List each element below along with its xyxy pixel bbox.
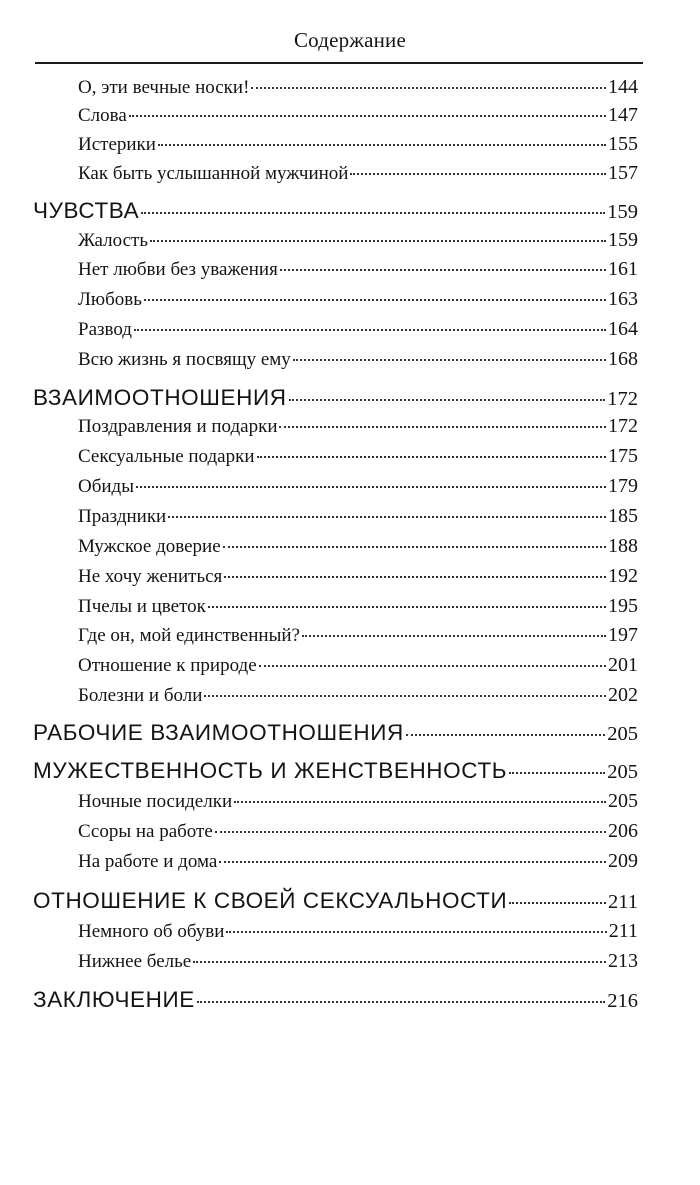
toc-entry-title: Мужское доверие [78, 536, 221, 557]
toc-entry-title: Любовь [78, 289, 142, 310]
dot-leader [134, 329, 606, 331]
toc-page-number: 205 [607, 761, 638, 783]
dot-leader [509, 902, 606, 904]
toc-entry-row [78, 920, 638, 943]
toc-entry-title: Всю жизнь я посвящу ему [78, 349, 291, 370]
toc-section-title: РАБОЧИЕ ВЗАИМООТНОШЕНИЯ [33, 720, 404, 745]
toc-entry-title: Как быть услышанной мужчиной [78, 163, 349, 184]
dot-leader [208, 606, 606, 608]
dot-leader [204, 695, 606, 697]
toc-entry-row [78, 162, 638, 185]
toc-page-number: 155 [608, 133, 638, 155]
toc-section-title: МУЖЕСТВЕННОСТЬ И ЖЕНСТВЕННОСТЬ [33, 758, 508, 783]
toc-entry-title: На работе и дома [78, 851, 218, 872]
toc-entry-row [78, 565, 638, 588]
dot-leader [150, 240, 606, 242]
toc-page-number: 163 [608, 288, 638, 310]
toc-entry-row [78, 654, 638, 677]
dot-leader [350, 173, 606, 175]
toc-entry-title: Не хочу жениться [78, 566, 223, 587]
dot-leader [224, 576, 606, 578]
toc-page-number: 195 [608, 595, 638, 617]
dot-leader [158, 144, 606, 146]
dot-leader [406, 734, 605, 736]
toc-entry-row [78, 684, 638, 707]
toc-page-number: 175 [608, 445, 638, 467]
toc-section-title: ЧУВСТВА [33, 198, 140, 223]
toc-page-number: 185 [608, 505, 638, 527]
toc-entry-title: Немного об обуви [78, 921, 225, 942]
toc-entry-row [78, 505, 638, 528]
toc-page-number: 206 [608, 820, 638, 842]
toc-page-number: 159 [608, 229, 638, 251]
toc-page-number: 164 [608, 318, 638, 340]
toc-page-number: 216 [607, 990, 638, 1012]
toc-page-number: 205 [607, 723, 638, 745]
running-head: Содержание [293, 28, 407, 52]
dot-leader [293, 359, 606, 361]
toc-section-title: ВЗАИМООТНОШЕНИЯ [33, 385, 287, 410]
toc-entry-row [78, 76, 638, 99]
toc-entry-title: Праздники [78, 506, 167, 527]
dot-leader [234, 801, 606, 803]
toc-page-number: 147 [608, 104, 638, 126]
toc-section-row [33, 720, 638, 746]
dot-leader [259, 665, 606, 667]
toc-page-number: 188 [608, 535, 638, 557]
toc-entry-row [78, 415, 638, 438]
dot-leader [219, 861, 606, 863]
toc-entry-title: Нет любви без уважения [78, 259, 278, 280]
toc-entry-title: Поздравления и подарки [78, 416, 278, 437]
toc-page-number: 205 [608, 790, 638, 812]
toc-entry-title: Слова [78, 105, 127, 126]
toc-section-title: ЗАКЛЮЧЕНИЕ [33, 987, 195, 1012]
toc-entry-row [78, 850, 638, 873]
dot-leader [509, 772, 605, 774]
toc-page-number: 197 [608, 624, 638, 646]
dot-leader [129, 115, 606, 117]
toc-entry-row [78, 475, 638, 498]
toc-page-number: 192 [608, 565, 638, 587]
dot-leader [215, 831, 606, 833]
toc-entry-title: Где он, мой единственный? [78, 625, 300, 646]
dot-leader [168, 516, 606, 518]
toc-entry-row [78, 288, 638, 311]
toc-entry-row [78, 104, 638, 127]
toc-entry-row [78, 258, 638, 281]
dot-leader [280, 269, 606, 271]
dot-leader [197, 1001, 605, 1003]
toc-entry-title: Пчелы и цветок [78, 596, 206, 617]
dot-leader [223, 546, 606, 548]
header-rule [35, 62, 643, 64]
toc-entry-title: Жалость [78, 230, 149, 251]
toc-page-number: 144 [608, 76, 638, 98]
toc-section-row [33, 198, 638, 224]
dot-leader [289, 399, 606, 401]
toc-entry-title: Ссоры на работе [78, 821, 213, 842]
toc-section-title: ОТНОШЕНИЕ К СВОЕЙ СЕКСУАЛЬНОСТИ [33, 888, 508, 913]
toc-page-number: 201 [608, 654, 638, 676]
dot-leader [257, 456, 606, 458]
toc-entry-row [78, 595, 638, 618]
toc-entry-title: Болезни и боли [78, 685, 203, 706]
toc-page-number: 159 [607, 201, 638, 223]
dot-leader [302, 635, 606, 637]
toc-page-number: 172 [607, 388, 638, 410]
toc-section-row [33, 758, 638, 784]
toc-page-number: 202 [608, 684, 638, 706]
toc-entry-row [78, 624, 638, 647]
toc-entry-title: О, эти вечные носки! [78, 77, 250, 98]
toc-entry-title: Ночные посиделки [78, 791, 233, 812]
toc-section-row [33, 888, 638, 914]
toc-page-number: 211 [608, 891, 638, 913]
toc-entry-row [78, 445, 638, 468]
toc-entry-row [78, 535, 638, 558]
toc-page-number: 172 [608, 415, 638, 437]
toc-page-number: 211 [608, 920, 638, 942]
toc-entry-row [78, 348, 638, 371]
dot-leader [251, 87, 606, 89]
toc-page-number: 168 [608, 348, 638, 370]
toc-entry-title: Отношение к природе [78, 655, 257, 676]
dot-leader [279, 426, 606, 428]
toc-page-number: 209 [608, 850, 638, 872]
toc-entry-row [78, 820, 638, 843]
toc-entry-row [78, 318, 638, 341]
toc-section-row [33, 385, 638, 411]
toc-entry-row [78, 229, 638, 252]
dot-leader [141, 212, 605, 214]
toc-entry-title: Сексуальные подарки [78, 446, 255, 467]
toc-section-row [33, 987, 638, 1013]
toc-entry-title: Истерики [78, 134, 156, 155]
toc-entry-row [78, 133, 638, 156]
toc-page-number: 161 [608, 258, 638, 280]
toc-entry-row [78, 790, 638, 813]
toc-entry-title: Развод [78, 319, 132, 340]
toc-page-number: 213 [608, 950, 638, 972]
toc-entry-title: Нижнее белье [78, 951, 192, 972]
toc-page-number: 157 [608, 162, 638, 184]
dot-leader [144, 299, 606, 301]
toc-entry-row [78, 950, 638, 973]
dot-leader [226, 931, 606, 933]
toc-page-number: 179 [608, 475, 638, 497]
dot-leader [136, 486, 606, 488]
dot-leader [193, 961, 606, 963]
toc-entry-title: Обиды [78, 476, 134, 497]
